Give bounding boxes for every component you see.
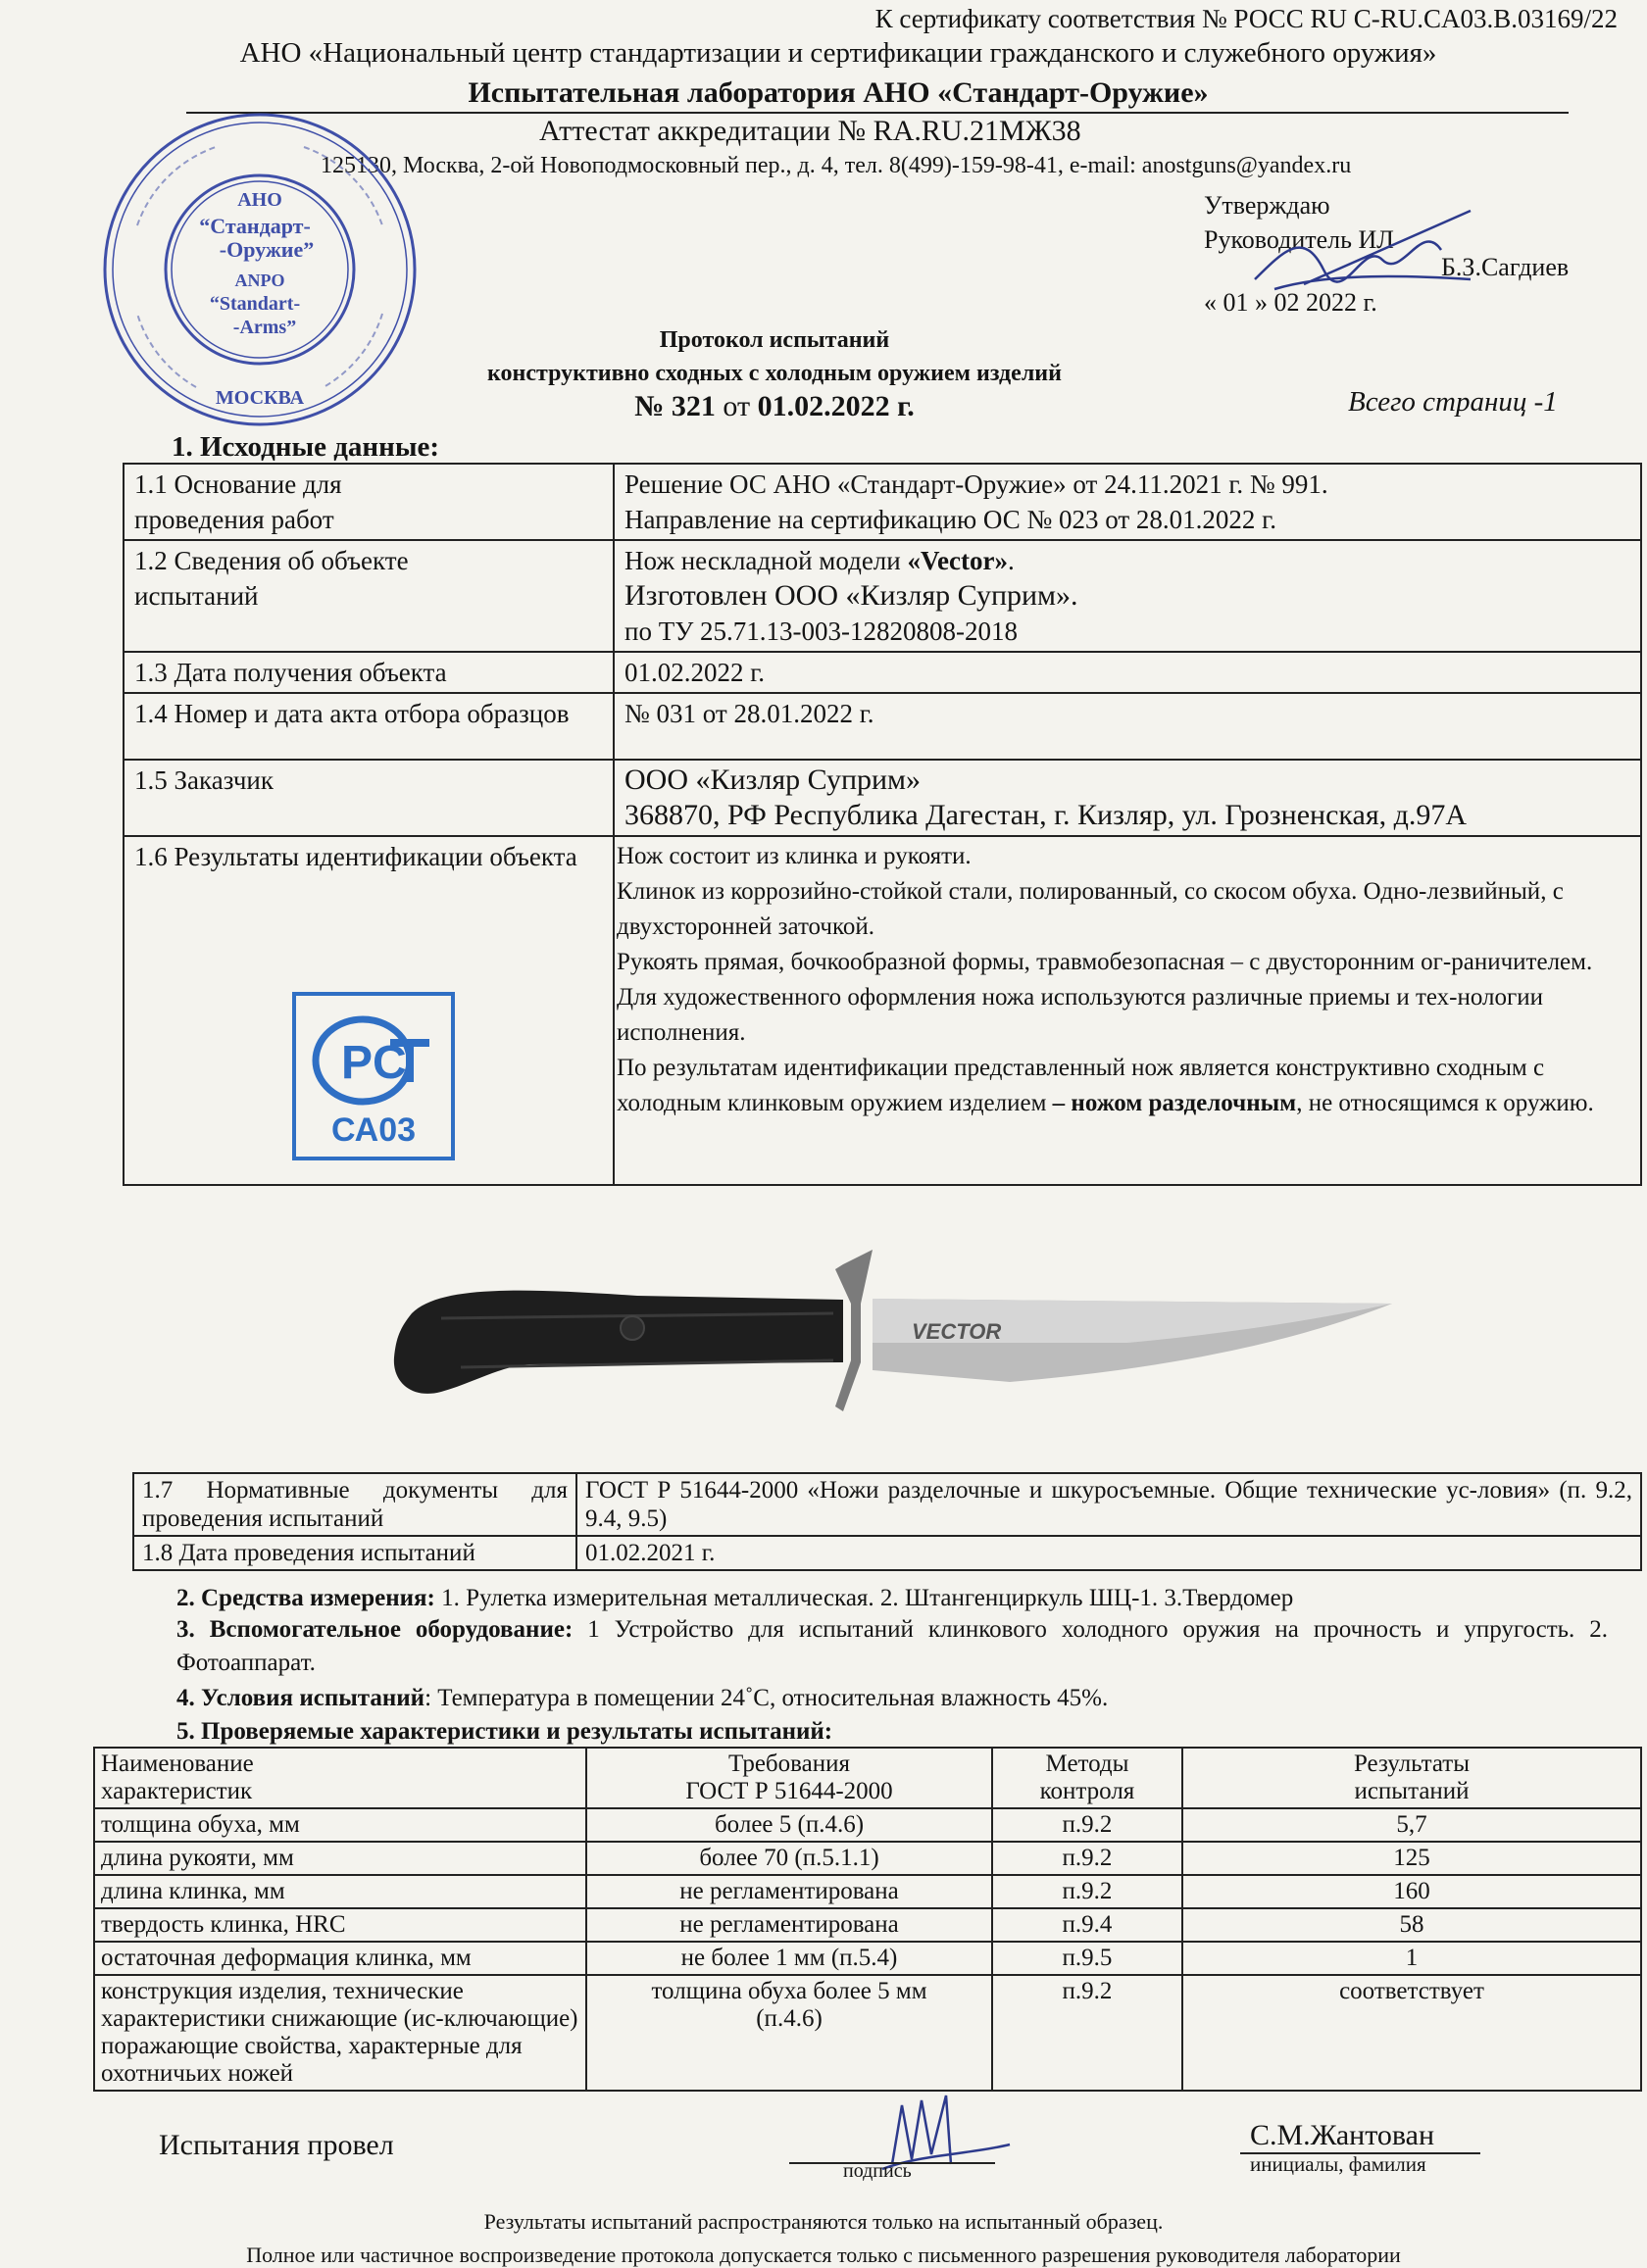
row-value: Решение ОС АНО «Стандарт-Оружие» от 24.11.2021 г. № 991. Направление на сертификацию ОС № 023 от 28.01.2022 г. [614,464,1641,540]
cell-method: п.9.2 [992,1842,1182,1875]
section1-heading: 1. Исходные данные: [172,431,440,463]
row-label: 1.6 Результаты идентификации объекта [124,836,614,1185]
row-value: 01.02.2022 г. [614,652,1641,693]
cell-method: п.9.4 [992,1908,1182,1942]
row-value: ГОСТ Р 51644-2000 «Ножи разделочные и шкуросъемные. Общие технические ус-ловия» (п. 9.2, 9.4, 9.5) [576,1473,1641,1536]
footer-note: Результаты испытаний распространяются только на испытанный образец. [483,2209,1164,2234]
svg-text:PC: PC [341,1037,407,1089]
section4 [176,1682,1108,1715]
stamp-text-anpo: ANPO [234,271,285,290]
tested-by-label: Испытания провел [159,2129,394,2161]
table-row [94,1808,1641,1842]
protocol-title [373,323,1176,423]
table-row [94,1908,1641,1942]
section3-heading: 3. Вспомогательное оборудование: [176,1616,574,1643]
table-row [124,760,1641,836]
section2 [176,1582,1293,1615]
protocol-number-line [373,390,1176,423]
object-model: «Vector» [907,546,1008,575]
approval-line2: Руководитель ИЛ [1204,225,1394,254]
normative-table [132,1472,1642,1571]
column-header: Результаты испытаний [1182,1748,1641,1808]
cell-method: п.9.2 [992,1975,1182,2091]
cell-method: п.9.2 [992,1808,1182,1842]
table-row [133,1473,1641,1536]
protocol-title-line2: конструктивно сходных с холодным оружием изделий [487,361,1062,386]
cell-result: 1 [1182,1942,1641,1975]
row-label: 1.5 Заказчик [124,760,614,836]
knife-photo [382,1245,1402,1441]
cell-characteristic: длина клинка, мм [94,1875,586,1908]
protocol-from: от [715,390,758,422]
cell-requirement: не более 1 мм (п.5.4) [586,1942,992,1975]
approver-name: Б.З.Сагдиев [1441,253,1570,281]
cell-result: соответствует [1182,1975,1641,2091]
results-table [93,1747,1642,2092]
cell-result: 58 [1182,1908,1641,1942]
stamp-text-standard: “Стандарт- [199,214,311,238]
section4-heading: 4. Условия испытаний [176,1685,425,1711]
cell-requirement: более 70 (п.5.1.1) [586,1842,992,1875]
protocol-date: 01.02.2022 г. [757,390,915,422]
table-row [124,652,1641,693]
row-label: 1.4 Номер и дата акта отбора образцов [124,693,614,760]
table-row [124,693,1641,760]
row-value: № 031 от 28.01.2022 г. [614,693,1641,760]
object-spec: по ТУ 25.71.13-003-12820808-2018 [624,616,1019,646]
footer-copyright: Полное или частичное воспроизведение протокола допускается только с письменного разрешения руководителя лаборатории [246,2243,1401,2267]
object-maker: Изготовлен ООО «Кизляр Суприм». [624,579,1078,612]
column-header: Наименование характеристик [94,1748,586,1808]
column-header: Методы контроля [992,1748,1182,1808]
cell-requirement: более 5 (п.4.6) [586,1808,992,1842]
result-paragraph: Для художественного оформления ножа используются различные приемы и тех-нологии исполнения. [617,984,1544,1046]
row-label: 1.7 Нормативные документы для проведения испытаний [133,1473,576,1536]
protocol-number: № 321 [634,390,716,422]
stamp-text-standart-en: “Standart- [209,293,301,315]
stamp-text-ano: АНО [237,189,282,211]
approval-line1: Утверждаю [1204,191,1330,220]
customer-name: ООО «Кизляр Суприм» [624,764,922,796]
result-paragraph: Клинок из коррозийно-стойкой стали, полированный, со скосом обуха. Одно-лезвийный, с двухсторонней заточкой. [617,878,1564,940]
cell-result: 5,7 [1182,1808,1641,1842]
cell-method: п.9.5 [992,1942,1182,1975]
table-row [124,540,1641,652]
cell-characteristic: твердость клинка, HRC [94,1908,586,1942]
cell-characteristic: толщина обуха, мм [94,1808,586,1842]
customer-address: 368870, РФ Республика Дагестан, г. Кизляр, ул. Грозненская, д.97А [624,799,1468,831]
cell-result: 125 [1182,1842,1641,1875]
row-value: 01.02.2021 г. [576,1536,1641,1570]
section2-heading: 2. Средства измерения: [176,1585,435,1611]
row-label: 1.2 Сведения об объекте испытаний [124,540,614,652]
protocol-title-line1: Протокол испытаний [659,327,890,353]
cell-requirement: не регламентирована [586,1908,992,1942]
section5-heading: 5. Проверяемые характеристики и результаты испытаний: [176,1718,833,1745]
table-header-row [94,1748,1641,1808]
row-value [614,760,1641,836]
column-header: Требования ГОСТ Р 51644-2000 [586,1748,992,1808]
approval-date: « 01 » 02 2022 г. [1204,288,1377,317]
accreditation: Аттестат аккредитации № RA.RU.21МЖ38 [539,115,1081,147]
section3 [176,1613,1608,1680]
table-row [94,1875,1641,1908]
stamp-text-arms: -Arms” [232,317,297,338]
table-row [124,464,1641,540]
cell-requirement: не регламентирована [586,1875,992,1908]
cell-characteristic: длина рукояти, мм [94,1842,586,1875]
cell-characteristic: остаточная деформация клинка, мм [94,1942,586,1975]
stamp-text-city: МОСКВА [215,387,305,409]
cell-requirement: толщина обуха более 5 мм (п.4.6) [586,1975,992,2091]
object-type: Нож несклaдной модели [624,546,908,575]
table-row [94,1942,1641,1975]
table-row [133,1536,1641,1570]
signature-caption: подпись [843,2160,912,2182]
result-conclusion: По результатам идентификации представленный нож является конструктивно сходным с холодным клинковым оружием изделием – ножом разделочным, не относящимся к оружию. [617,1055,1594,1116]
tester-caption: инициалы, фамилия [1250,2152,1426,2176]
identification-results [614,836,1641,1185]
stamp-text-oruzhie: -Оружие” [219,237,315,262]
table-row [94,1842,1641,1875]
approver-signature [1245,191,1490,319]
laboratory-name: Испытательная лаборатория АНО «Стандарт-Оружие» [468,76,1209,109]
rst-certification-mark [292,992,455,1160]
cell-method: п.9.2 [992,1875,1182,1908]
row-label: 1.8 Дата проведения испытаний [133,1536,576,1570]
cell-characteristic: конструкция изделия, технические характеристики снижающие (ис-ключающие) поражающие свойства, характерные для охотничьих ножей [94,1975,586,2091]
rst-code: СА03 [330,1111,417,1149]
row-label: 1.3 Дата получения объекта [124,652,614,693]
table-row [94,1975,1641,2091]
lab-address: 125130, Москва, 2-ой Новоподмосковный пер., д. 4, тел. 8(499)-159-98-41, e-mail: anostguns@yandex.ru [321,153,1352,178]
section3-text: 1 Устройство для испытаний клинкового холодного оружия на прочность и упругость. 2. Фотоаппарат. [176,1616,1608,1676]
certificate-reference: К сертификату соответствия № РОСС RU C-RU.CA03.B.03169/22 [874,4,1618,33]
result-paragraph: Нож состоит из клинка и рукояти. [617,843,972,869]
section4-text: : Температура в помещении 24˚С, относительная влажность 45%. [424,1685,1109,1711]
organization-name: АНО «Национальный центр стандартизации и сертификации гражданского и служебного оружия» [239,37,1437,69]
row-label: 1.1 Основание для проведения работ [124,464,614,540]
result-paragraph: Рукоять прямая, бочкообразной формы, травмобезопасная – с двусторонним ог-раничителем. [617,949,1593,975]
cell-result: 160 [1182,1875,1641,1908]
knife-brand: VECTOR [912,1319,1002,1344]
object-dot: . [1007,546,1015,575]
tester-name: С.М.Жантован [1250,2119,1435,2151]
page-count: Всего страниц -1 [1348,386,1558,418]
section2-text: 1. Рулетка измерительная металлическая. 2. Штангенциркуль ШЦ-1. 3.Твердомер [434,1585,1294,1611]
row-value [614,540,1641,652]
